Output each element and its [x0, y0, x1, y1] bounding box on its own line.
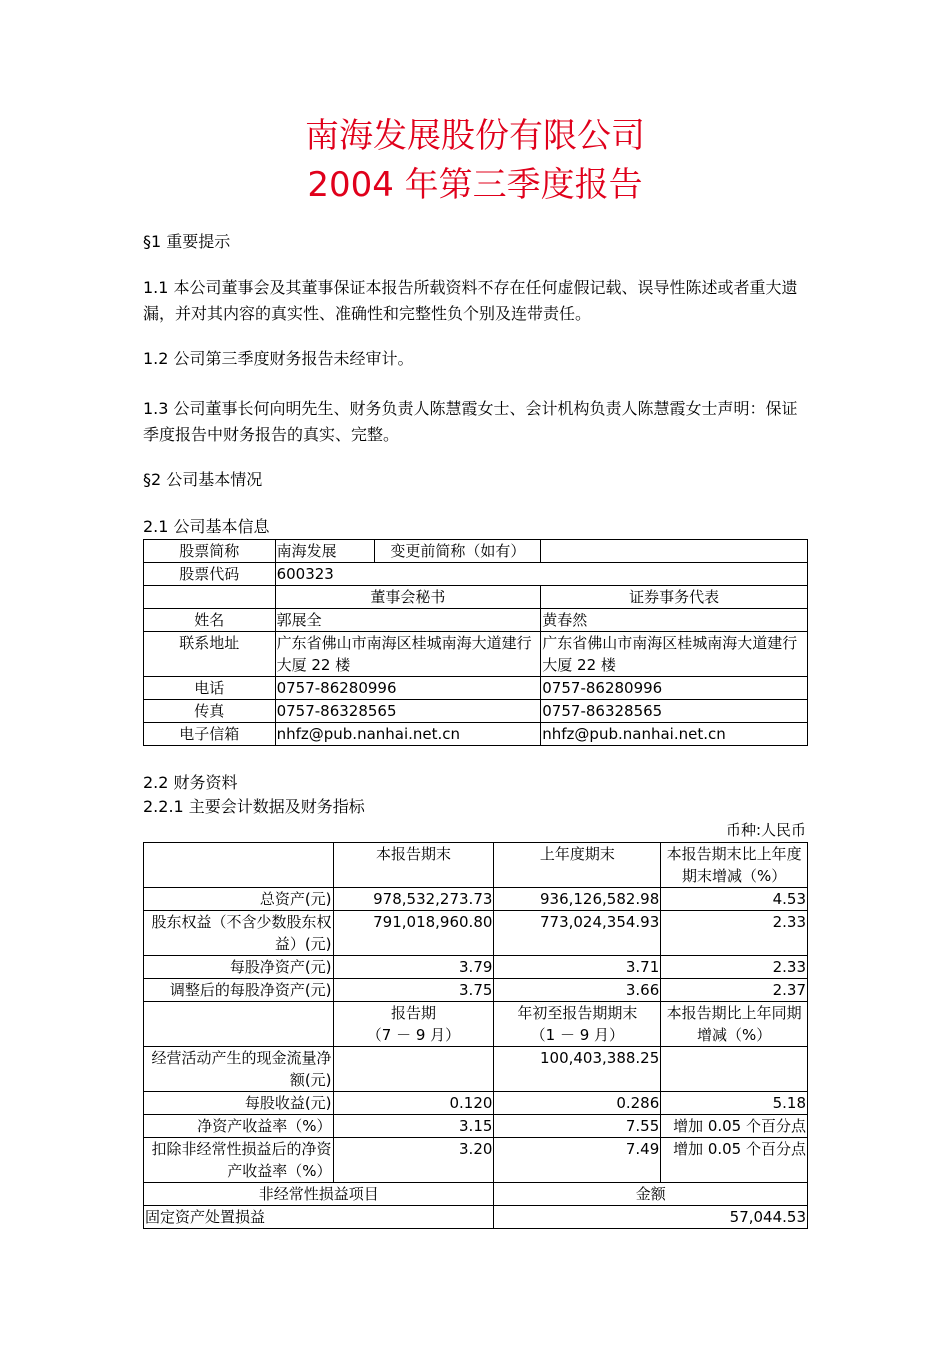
cell-prev: 936,126,582.98 [494, 888, 661, 911]
table-row [144, 1002, 808, 1047]
rep-header: 证券事务代表 [541, 586, 808, 609]
table-row [144, 1047, 808, 1092]
table-row [144, 632, 808, 677]
cell-chg: 2.33 [661, 911, 808, 956]
secretary-address: 广东省佛山市南海区桂城南海大道建行大厦 22 楼 [275, 632, 541, 677]
cell-chg: 5.18 [661, 1092, 808, 1115]
secretary-email[interactable]: nhfz@pub.nanhai.net.cn [275, 723, 541, 746]
header-period [333, 1002, 494, 1047]
notice-1-3: 1.3 公司董事长何向明先生、财务负责人陈慧霞女士、会计机构负责人陈慧霞女士声明：保证季度报告中财务报告的真实、完整。 [143, 399, 798, 444]
cell-cur: 3.75 [333, 979, 494, 1002]
secretary-header: 董事会秘书 [275, 586, 541, 609]
rep-email[interactable]: nhfz@pub.nanhai.net.cn [541, 723, 808, 746]
tel-label: 电话 [144, 677, 276, 700]
rep-name: 黄春然 [541, 609, 808, 632]
header-ytd-title: 年初至报告期期末 [517, 1004, 638, 1022]
rep-tel: 0757-86280996 [541, 677, 808, 700]
cell-ytd: 7.55 [494, 1115, 661, 1138]
cell-chg: 4.53 [661, 888, 808, 911]
cell-label: 调整后的每股净资产(元) [144, 979, 334, 1002]
rep-fax: 0757-86328565 [541, 700, 808, 723]
stock-code-value: 600323 [275, 563, 807, 586]
header-yoy: 本报告期比上年同期增减（%） [661, 1002, 808, 1047]
header-ytd-months: （1 － 9 月） [530, 1026, 625, 1044]
cell-chg: 增加 0.05 个百分点 [661, 1115, 808, 1138]
email-label: 电子信箱 [144, 723, 276, 746]
header-ytd [494, 1002, 661, 1047]
header-period-title: 报告期 [390, 1004, 436, 1022]
currency-note: 币种:人民币 [725, 821, 806, 839]
table-row [144, 563, 808, 586]
section-1-heading: §1 重要提示 [143, 232, 231, 251]
table-row [144, 1183, 808, 1206]
table-row [144, 956, 808, 979]
rep-address: 广东省佛山市南海区桂城南海大道建行大厦 22 楼 [541, 632, 808, 677]
table-row [144, 700, 808, 723]
header-change: 本报告期末比上年度期末增减（%） [661, 843, 808, 888]
header-prev: 上年度期末 [494, 843, 661, 888]
cell-prev: 773,024,354.93 [494, 911, 661, 956]
table-row [144, 979, 808, 1002]
cell-label: 总资产(元) [144, 888, 334, 911]
table-row [144, 609, 808, 632]
cell-per [333, 1047, 494, 1092]
cell-cur: 791,018,960.80 [333, 911, 494, 956]
header-amount: 金额 [494, 1183, 808, 1206]
section-2-2-1-heading: 2.2.1 主要会计数据及财务指标 [143, 797, 365, 816]
table-row [144, 911, 808, 956]
cell-chg: 2.37 [661, 979, 808, 1002]
stock-code-label: 股票代码 [144, 563, 276, 586]
financial-table [143, 842, 808, 1229]
table-row [144, 540, 808, 563]
cell-chg: 2.33 [661, 956, 808, 979]
nonrecurring-label: 固定资产处置损益 [144, 1206, 494, 1229]
report-company-title: 南海发展股份有限公司 [305, 116, 645, 156]
cell-label: 净资产收益率（%） [144, 1115, 334, 1138]
table-row [144, 677, 808, 700]
notice-1-1: 1.1 本公司董事会及其董事保证本报告所载资料不存在任何虚假记载、误导性陈述或者重大遗漏，并对其内容的真实性、准确性和完整性负个别及连带责任。 [143, 278, 798, 323]
cell-label: 股东权益（不含少数股东权益）(元) [144, 911, 334, 956]
blank-cell [144, 1002, 334, 1047]
cell-cur: 978,532,273.73 [333, 888, 494, 911]
cell-label: 扣除非经常性损益后的净资产收益率（%） [144, 1138, 334, 1183]
company-info-table [143, 539, 808, 746]
secretary-name: 郭展全 [275, 609, 541, 632]
table-row [144, 1138, 808, 1183]
section-2-2-heading: 2.2 财务资料 [143, 773, 238, 792]
blank-cell [144, 843, 334, 888]
table-row [144, 586, 808, 609]
cell-per: 3.20 [333, 1138, 494, 1183]
section-2-heading: §2 公司基本情况 [143, 470, 263, 489]
table-row [144, 723, 808, 746]
cell-ytd: 100,403,388.25 [494, 1047, 661, 1092]
table-row [144, 1115, 808, 1138]
cell-label: 经营活动产生的现金流量净额(元) [144, 1047, 334, 1092]
header-period-months: （7 － 9 月） [366, 1026, 461, 1044]
header-current: 本报告期末 [333, 843, 494, 888]
table-row [144, 1092, 808, 1115]
cell-label: 每股净资产(元) [144, 956, 334, 979]
stock-name-value: 南海发展 [275, 540, 375, 563]
stock-name-label: 股票简称 [144, 540, 276, 563]
name-label: 姓名 [144, 609, 276, 632]
prev-name-label: 变更前简称（如有） [375, 540, 541, 563]
prev-name-value [541, 540, 808, 563]
cell-prev: 3.71 [494, 956, 661, 979]
cell-per: 0.120 [333, 1092, 494, 1115]
cell-cur: 3.79 [333, 956, 494, 979]
secretary-tel: 0757-86280996 [275, 677, 541, 700]
cell-ytd: 7.49 [494, 1138, 661, 1183]
cell-per: 3.15 [333, 1115, 494, 1138]
section-2-1-heading: 2.1 公司基本信息 [143, 517, 270, 536]
notice-1-2: 1.2 公司第三季度财务报告未经审计。 [143, 349, 414, 368]
fax-label: 传真 [144, 700, 276, 723]
report-period-title: 2004 年第三季度报告 [307, 165, 643, 205]
cell-chg: 增加 0.05 个百分点 [661, 1138, 808, 1183]
address-label: 联系地址 [144, 632, 276, 677]
blank-cell [144, 586, 276, 609]
table-row [144, 843, 808, 888]
secretary-fax: 0757-86328565 [275, 700, 541, 723]
cell-ytd: 0.286 [494, 1092, 661, 1115]
cell-prev: 3.66 [494, 979, 661, 1002]
table-row [144, 888, 808, 911]
table-row [144, 1206, 808, 1229]
nonrecurring-amount: 57,044.53 [494, 1206, 808, 1229]
cell-label: 每股收益(元) [144, 1092, 334, 1115]
cell-chg [661, 1047, 808, 1092]
header-nonrecurring: 非经常性损益项目 [144, 1183, 494, 1206]
